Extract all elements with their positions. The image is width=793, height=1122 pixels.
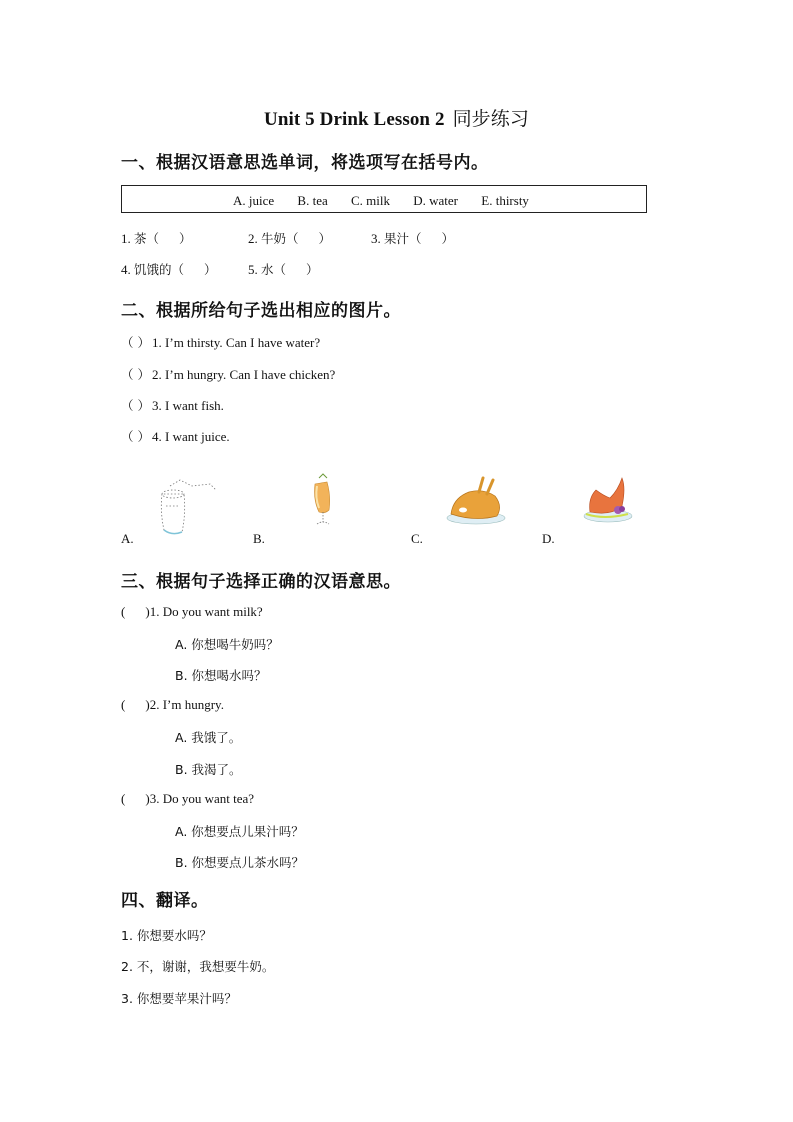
roast-chicken-icon (445, 474, 507, 526)
word-option-b: B. tea (297, 193, 328, 208)
word-bank-box (121, 185, 647, 213)
section2-item-1: （ ） 1. I’m thirsty. Can I have water? (121, 335, 321, 350)
answer-blank[interactable]: ） (179, 231, 192, 246)
section2-item-3: （ ） 3. I want fish. (121, 398, 224, 413)
section1-heading: 一、根据汉语意思选单词，将选项写在括号内。 (121, 153, 489, 173)
answer-blank-open[interactable]: ( (121, 697, 126, 712)
section3-q2-option-a: A. 我饿了。 (175, 730, 242, 745)
picture-label-c: C. (411, 531, 423, 546)
answer-blank-open[interactable]: ( (121, 604, 126, 619)
answer-blank[interactable]: ） (441, 231, 455, 246)
answer-blank[interactable]: ） (318, 231, 332, 246)
picture-label-b: B. (253, 531, 265, 546)
section1-item-4: 4. 饥饿的（ ） (121, 262, 217, 277)
word-option-c: C. milk (350, 193, 390, 208)
page-title (0, 104, 793, 131)
picture-label-a: A. (121, 531, 134, 546)
answer-blank-open[interactable]: （ (121, 429, 134, 444)
section1-item-2: 2. 牛奶（ ） (248, 231, 332, 246)
word-option-e: E. thirsty (481, 193, 529, 208)
section4-item-2: 2. 不，谢谢，我想要牛奶。 (121, 959, 275, 974)
section1-item-3: 3. 果汁（ ） (371, 231, 455, 246)
answer-blank-open[interactable]: （ (121, 398, 134, 413)
word-option-a: A. juice (233, 193, 275, 208)
section1-item-1: 1. 茶（ ） (121, 231, 192, 246)
word-bank-options (233, 193, 549, 209)
section3-question-1: ( )1. Do you want milk? (121, 604, 263, 619)
section3-question-3: ( )3. Do you want tea? (121, 791, 255, 806)
fish-dish-icon (582, 476, 634, 524)
section3-heading: 三、根据句子选择正确的汉语意思。 (121, 572, 401, 592)
section2-item-2: （ ） 2. I’m hungry. Can I have chicken? (121, 367, 336, 382)
title-chinese: 同步练习 (452, 108, 529, 130)
section3-question-2: ( )2. I’m hungry. (121, 697, 224, 712)
section3-q3-option-a: A. 你想要点儿果汁吗？ (175, 824, 304, 839)
answer-blank-open[interactable]: （ (121, 335, 134, 350)
section4-item-3: 3. 你想要苹果汁吗？ (121, 991, 237, 1006)
section3-q3-option-b: B. 你想要点儿茶水吗？ (175, 855, 305, 870)
section4-item-1: 1. 你想要水吗？ (121, 928, 212, 943)
glass-of-water-icon (150, 472, 220, 540)
glass-of-juice-icon (305, 472, 341, 530)
title-english: Unit 5 Drink Lesson 2 (264, 109, 445, 130)
answer-blank[interactable]: ） (204, 262, 217, 277)
answer-blank[interactable]: ） (306, 262, 319, 277)
section4-heading: 四、翻译。 (121, 891, 209, 911)
section2-heading: 二、根据所给句子选出相应的图片。 (121, 301, 401, 321)
word-option-d: D. water (413, 193, 459, 208)
answer-blank-open[interactable]: （ (121, 367, 134, 382)
section2-item-4: （ ） 4. I want juice. (121, 429, 230, 444)
answer-blank-open[interactable]: ( (121, 791, 126, 806)
section3-q1-option-a: A. 你想喝牛奶吗？ (175, 637, 279, 652)
section1-item-5: 5. 水（ ） (248, 262, 319, 277)
section3-q1-option-b: B. 你想喝水吗？ (175, 668, 267, 683)
picture-label-d: D. (542, 531, 555, 546)
section3-q2-option-b: B. 我渴了。 (175, 762, 242, 777)
